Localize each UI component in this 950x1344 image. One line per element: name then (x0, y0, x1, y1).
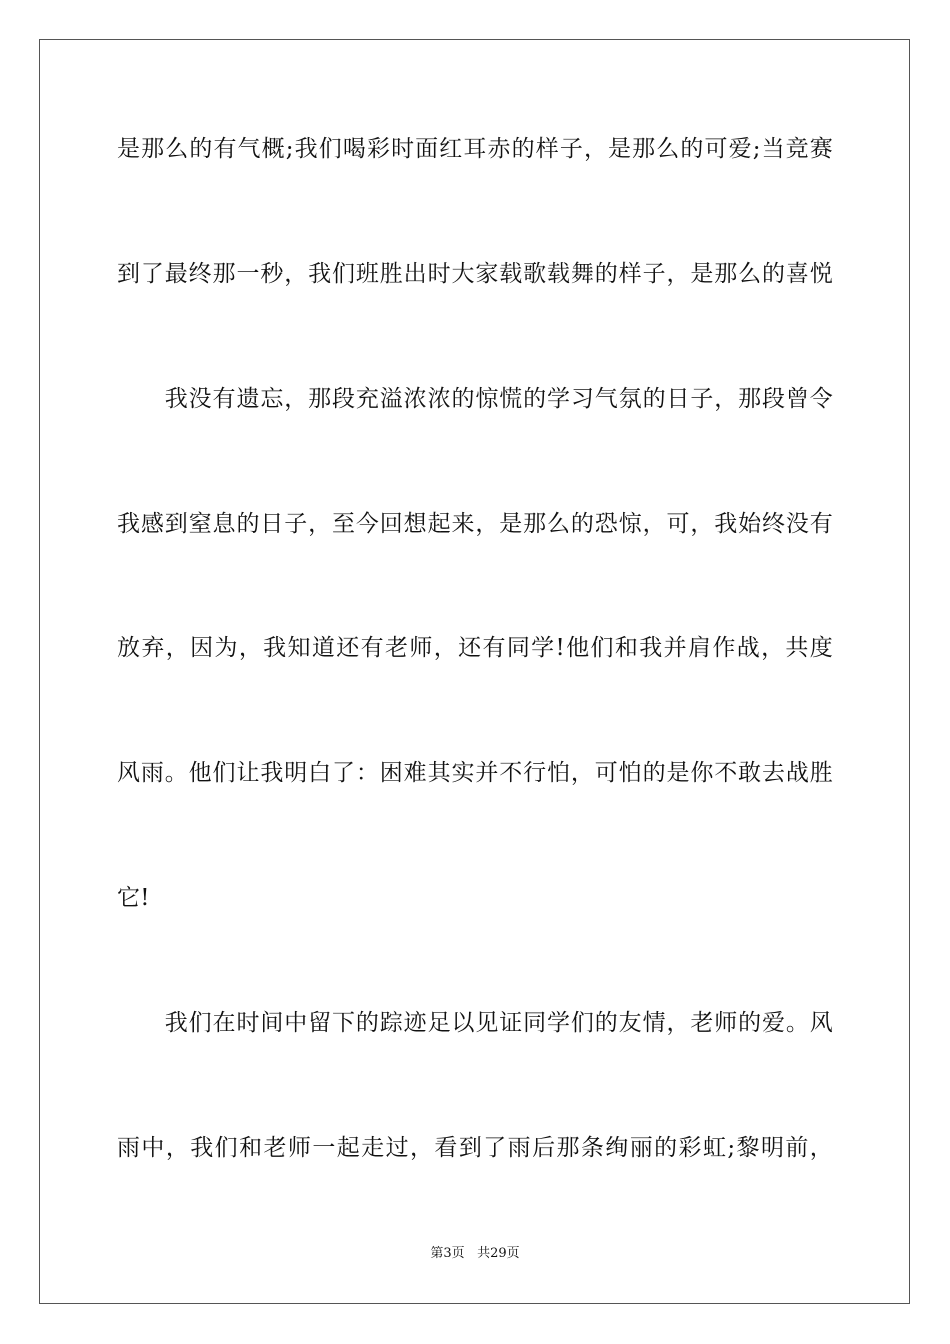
page-prefix: 第 (430, 1246, 444, 1261)
total-suffix: 页 (506, 1246, 520, 1261)
text-line: 是那么的有气概;我们喝彩时面红耳赤的样子，是那么的可爱;当竞赛 (117, 136, 833, 162)
text-line: 到了最终那一秒，我们班胜出时大家载歌载舞的样子，是那么的喜悦 (117, 261, 833, 287)
page-footer (0, 1244, 950, 1264)
page-number: 3 (443, 1246, 452, 1261)
text-line: 我没有遗忘，那段充溢浓浓的惊慌的学习气氛的日子，那段曾令 (117, 386, 833, 412)
total-prefix: 共 (477, 1246, 491, 1261)
page-border (39, 39, 910, 1304)
text-line: 放弃，因为，我知道还有老师，还有同学!他们和我并肩作战，共度 (117, 635, 833, 661)
text-line: 我们在时间中留下的踪迹足以见证同学们的友情，老师的爱。风 (117, 1010, 833, 1036)
total-pages: 29 (490, 1246, 507, 1261)
text-line: 我感到窒息的日子，至今回想起来，是那么的恐惊，可，我始终没有 (117, 511, 833, 537)
text-line: 它! (117, 885, 150, 911)
text-line: 雨中，我们和老师一起走过，看到了雨后那条绚丽的彩虹;黎明前， (117, 1135, 833, 1161)
page-suffix: 页 (451, 1246, 465, 1261)
text-line: 风雨。他们让我明白了：困难其实并不行怕，可怕的是你不敢去战胜 (117, 760, 833, 786)
